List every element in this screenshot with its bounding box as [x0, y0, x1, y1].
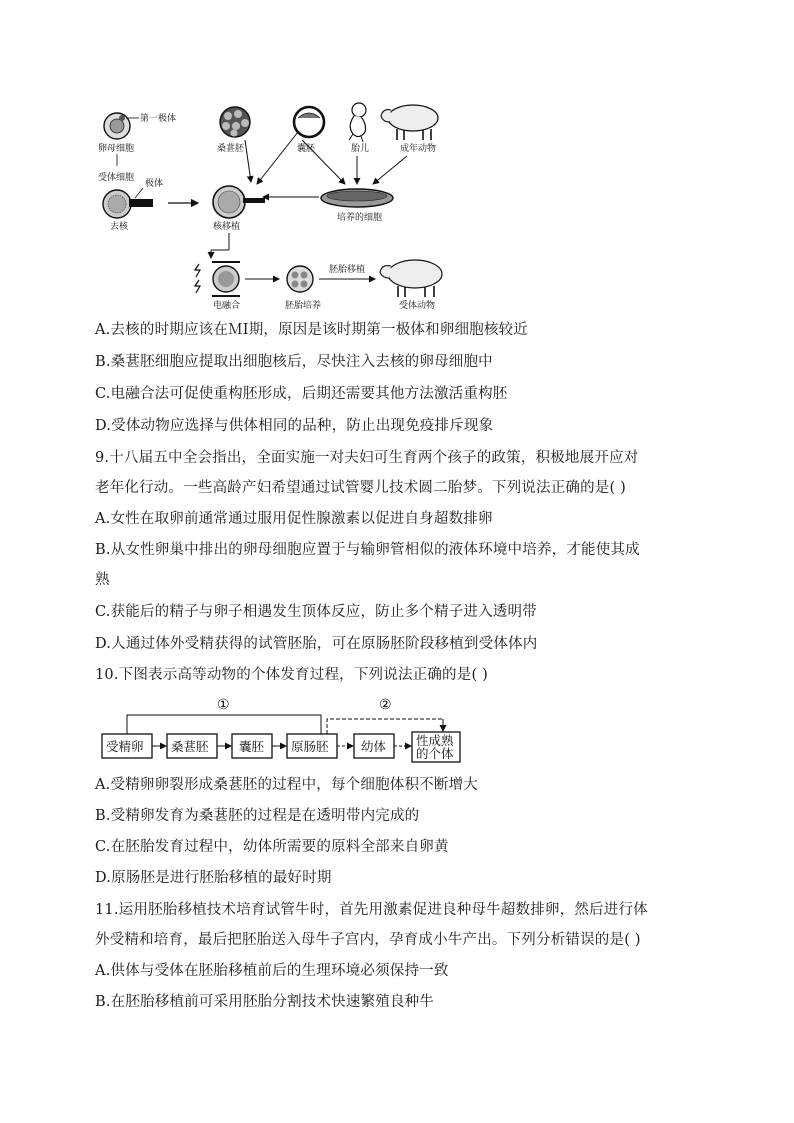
- label-embryo-culture: 胚胎培养: [285, 301, 322, 311]
- node-juvenile: [354, 734, 394, 758]
- q9-option-a: A.女性在取卵前通常通过服用促性腺激素以促进自身超数排卵: [95, 511, 493, 527]
- blastocyst-icon: [294, 107, 324, 137]
- q9-option-c: C.获能后的精子与卵子相遇发生顶体反应，防止多个精子进入透明带: [95, 604, 537, 620]
- q10-stem: 10.下图表示高等动物的个体发育过程，下列说法正确的是( ): [95, 667, 488, 683]
- nuclear-transfer-diagram: [95, 96, 460, 312]
- label-oocyte: 卵母细胞: [98, 144, 135, 154]
- q11-option-b: B.在胚胎移植前可采用胚胎分割技术快速繁殖良种牛: [95, 994, 435, 1010]
- q11-option-a: A.供体与受体在胚胎移植前后的生理环境必须保持一致: [95, 963, 449, 979]
- label-enucleation: 去核: [110, 222, 129, 232]
- q8-option-d: D.受体动物应选择与供体相同的品种，防止出现免疫排斥现象: [95, 418, 494, 434]
- q10-option-c: C.在胚胎发育过程中，幼体所需要的原料全部来自卵黄: [95, 839, 449, 855]
- node-fertilized-egg: [102, 734, 152, 758]
- q8-option-c: C.电融合法可促使重构胚形成，后期还需要其他方法激活重构胚: [95, 386, 508, 402]
- node-mature-individual: [412, 732, 460, 762]
- node-blastocyst: [232, 734, 272, 758]
- q9-stem-line1: 9.十八届五中全会指出，全面实施一对夫妇可生育两个孩子的政策，积极地展开应对: [95, 450, 639, 466]
- q11-stem-line2: 外受精和培育，最后把胚胎送入母牛子宫内，孕育成小牛产出。下列分析错误的是( ): [95, 932, 641, 948]
- label-electrofusion: 电融合: [213, 301, 241, 311]
- node-morula: [167, 734, 217, 758]
- node-fertilized-egg-label: 受精卵: [106, 739, 144, 754]
- label-nuclear-transfer: 核移植: [213, 222, 241, 232]
- q9-option-b-line1: B.从女性卵巢中排出的卵母细胞应置于与输卵管相似的液体环境中培养，才能使其成: [95, 542, 640, 558]
- culture-dish-icon: [321, 189, 393, 207]
- fetus-icon: [349, 103, 366, 142]
- bracket-2-label: ②: [379, 697, 392, 713]
- label-blastocyst: 囊胚: [297, 144, 316, 154]
- q10-option-d: D.原肠胚是进行胚胎移植的最好时期: [95, 870, 332, 886]
- morula-icon: [220, 107, 250, 137]
- nuclear-transfer-icon: [213, 186, 265, 218]
- q8-option-a: A.去核的时期应该在ＭⅠ期，原因是该时期第一极体和卵细胞核较近: [95, 322, 529, 338]
- q9-stem-line2: 老年化行动。一些高龄产妇希望通过试管婴儿技术圆二胎梦。下列说法正确的是( ): [95, 480, 627, 496]
- label-first-polar-body: 第一极体: [140, 114, 177, 124]
- node-mature-label-line1: 性成熟: [416, 733, 454, 748]
- q9-option-b-line2: 熟: [95, 572, 110, 588]
- q10-option-b: B.受精卵发育为桑葚胚的过程是在透明带内完成的: [95, 808, 420, 824]
- q9-option-d: D.人通过体外受精获得的试管胚胎，可在原肠胚阶段移植到受体体内: [95, 636, 538, 652]
- bracket-1-label: ①: [217, 697, 230, 713]
- adult-sheep-icon: [381, 105, 438, 140]
- node-morula-label: 桑葚胚: [171, 739, 209, 754]
- embryo-culture-icon: [287, 266, 313, 292]
- oocyte-icon: [104, 113, 130, 139]
- electrofusion-icon: [195, 262, 240, 296]
- node-blastocyst-label: 囊胚: [239, 739, 265, 754]
- label-recipient-animal: 受体动物: [399, 301, 436, 311]
- node-mature-label-line2: 的个体: [416, 746, 454, 761]
- node-gastrula-label: 原肠胚: [291, 739, 329, 754]
- node-gastrula: [287, 734, 337, 758]
- node-juvenile-label: 幼体: [361, 739, 387, 754]
- label-adult-animal: 成年动物: [400, 144, 437, 154]
- q8-option-b: B.桑葚胚细胞应提取出细胞核后，尽快注入去核的卵母细胞中: [95, 354, 493, 370]
- recipient-sheep-icon: [380, 260, 442, 297]
- label-cultured-cells: 培养的细胞: [337, 213, 383, 223]
- label-fetus: 胎儿: [351, 144, 370, 154]
- label-embryo-transfer: 胚胎移植: [329, 265, 366, 275]
- q10-option-a: A.受精卵卵裂形成桑葚胚的过程中，每个细胞体积不断增大: [95, 777, 478, 793]
- label-morula: 桑葚胚: [217, 144, 245, 154]
- development-flow-diagram: [95, 695, 465, 765]
- enucleation-icon: [103, 190, 153, 218]
- label-polar-body: 极体: [145, 179, 164, 189]
- q11-stem-line1: 11.运用胚胎移植技术培育试管牛时，首先用激素促进良种母牛超数排卵，然后进行体: [95, 902, 648, 918]
- label-recipient-cell: 受体细胞: [98, 173, 135, 183]
